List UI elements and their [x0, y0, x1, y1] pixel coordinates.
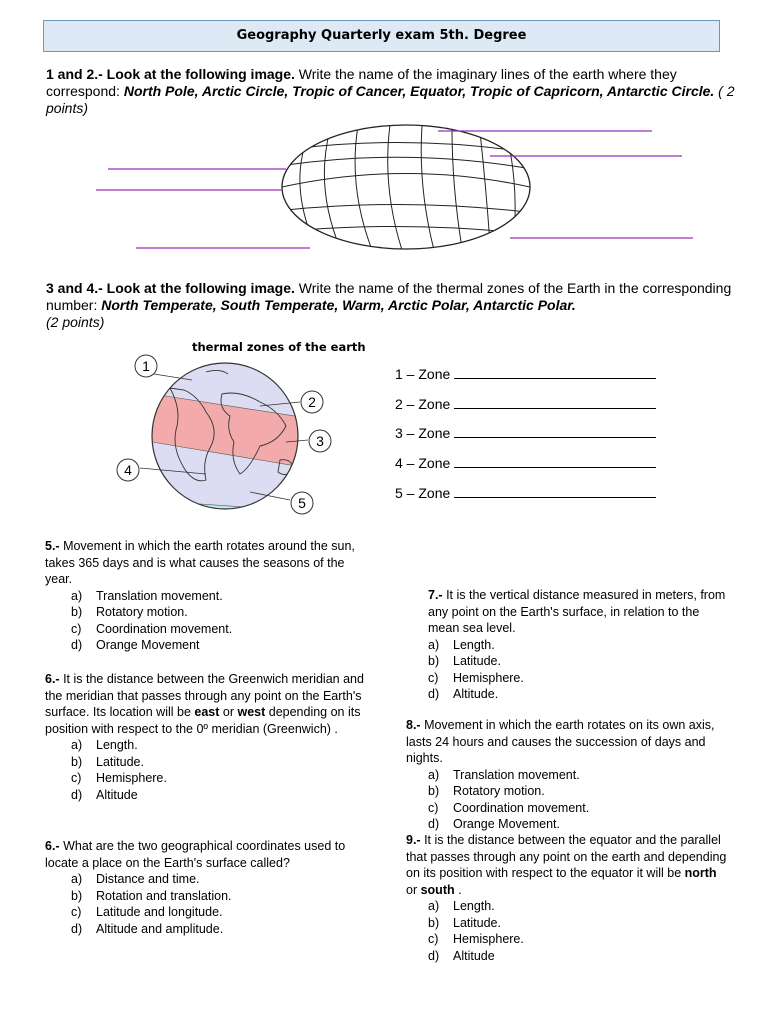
q8-option-d[interactable] [428, 816, 728, 833]
option-letter: d) [428, 817, 440, 831]
option-text: Latitude. [453, 915, 501, 930]
option-text: Rotation and translation. [96, 888, 232, 903]
q5-option-d[interactable] [71, 637, 365, 654]
q6b-option-b[interactable] [71, 888, 367, 905]
question-3-4 [46, 280, 736, 331]
q7-option-a[interactable] [428, 637, 728, 654]
q12-text: Write the name of the imaginary lines of the earth where they correspond: [46, 66, 677, 99]
q6a-west: west [237, 705, 266, 719]
q9-num: 9.- [406, 833, 421, 847]
q8-option-c[interactable] [428, 800, 728, 817]
option-letter: d) [428, 687, 440, 701]
option-letter: b) [71, 605, 83, 619]
option-letter: b) [71, 888, 83, 903]
zone-label: 4 – Zone [395, 455, 451, 471]
q12-items: North Pole, Arctic Circle, Tropic of Cancer, Equator, Tropic of Capricorn, Antarctic Circle. [123, 83, 715, 99]
zone-row-1[interactable] [395, 366, 656, 383]
option-letter: a) [71, 588, 83, 603]
option-letter: a) [428, 767, 440, 782]
callout-1: 1 [142, 358, 150, 374]
q5-option-a[interactable] [71, 588, 365, 605]
option-letter: c) [428, 800, 439, 815]
q9-north: north [684, 866, 717, 880]
option-text: Rotatory motion. [96, 605, 188, 619]
option-letter: d) [428, 948, 440, 963]
exam-title: Geography Quarterly exam 5th. Degree [43, 20, 720, 52]
option-text: Translation movement. [96, 588, 223, 603]
option-letter: d) [71, 638, 83, 652]
callout-3: 3 [316, 433, 324, 449]
zone-label: 3 – Zone [395, 425, 451, 441]
option-text: Distance and time. [96, 872, 200, 886]
q5-num: 5.- [45, 539, 60, 553]
option-letter: c) [71, 771, 82, 785]
q6a-text2: depending on its position with respect to the 0º meridian (Greenwich) . [45, 705, 361, 736]
q12-lead: 1 and 2.- Look at the following image. [46, 66, 295, 82]
option-letter: d) [71, 921, 83, 936]
zone-row-3[interactable] [395, 425, 656, 442]
q9-text2: . [454, 882, 462, 897]
option-letter: b) [71, 754, 83, 769]
globe-figure [90, 120, 710, 260]
q34-lead: 3 and 4.- Look at the following image. [46, 280, 295, 296]
option-text: Altitude. [453, 687, 499, 701]
q6a-text1: It is the distance between the Greenwich meridian and the meridian that passes through any point on the Earth's surface. Its location will be [45, 672, 364, 719]
q34-text: Write the name of the thermal zones of the Earth in the corresponding number: [46, 280, 732, 313]
answer-line[interactable] [454, 426, 656, 438]
q5-option-c[interactable] [71, 621, 365, 638]
option-letter: d) [71, 787, 83, 802]
q7-num: 7.- [428, 588, 443, 602]
q6a-east: east [194, 705, 220, 719]
option-letter: a) [428, 637, 440, 652]
option-text: Latitude. [453, 654, 501, 668]
q6a-option-b[interactable] [71, 754, 367, 771]
q6b-text: What are the two geographical coordinates used to locate a place on the Earth's surface called? [45, 839, 346, 870]
q12-points-open: ( [714, 83, 727, 99]
answer-line[interactable] [454, 397, 656, 409]
option-text: Latitude and longitude. [96, 905, 223, 919]
option-text: Coordination movement. [96, 621, 233, 636]
q6a-option-c[interactable] [71, 770, 367, 787]
zone-label: 2 – Zone [395, 396, 451, 412]
q34-items: North Temperate, South Temperate, Warm, Arctic Polar, Antarctic Polar. [101, 297, 576, 313]
question-9 [406, 832, 728, 964]
zone-row-5[interactable] [395, 485, 656, 502]
q12-points: 2 points) [46, 83, 735, 116]
option-text: Length. [96, 738, 138, 752]
option-text: Hemisphere. [453, 670, 524, 685]
q34-points: (2 points) [46, 314, 105, 330]
option-letter: b) [428, 784, 440, 798]
zone-row-2[interactable] [395, 396, 656, 413]
option-letter: c) [428, 932, 439, 946]
q6b-num: 6.- [45, 839, 60, 853]
option-text: Hemisphere. [453, 932, 524, 946]
option-letter: c) [71, 621, 82, 636]
q5-text: Movement in which the earth rotates around the sun, takes 365 days and is what causes the seasons of the year. [45, 539, 355, 586]
zone-row-4[interactable] [395, 455, 656, 472]
zone-label: 5 – Zone [395, 485, 451, 501]
callout-4: 4 [124, 462, 132, 478]
option-text: Translation movement. [453, 767, 580, 782]
q6b-option-d[interactable] [71, 921, 367, 938]
q9-text1: It is the distance between the equator and the parallel that passes through any point on the earth and depending on its position with respect to the equator it will be [406, 833, 727, 880]
option-letter: b) [428, 654, 440, 668]
answer-line[interactable] [454, 456, 656, 468]
option-text: Altitude and amplitude. [96, 921, 224, 936]
option-text: Coordination movement. [453, 800, 590, 815]
question-7 [428, 587, 728, 703]
q8-text: Movement in which the earth rotates on its own axis, lasts 24 hours and causes the succession of days and nights. [406, 718, 715, 765]
answer-line[interactable] [454, 367, 656, 379]
q7-option-d[interactable] [428, 686, 728, 703]
q7-option-b[interactable] [428, 653, 728, 670]
q6a-or: or [219, 705, 238, 719]
option-text: Latitude. [96, 754, 144, 769]
question-6-coordinates [45, 838, 367, 937]
question-1-2 [46, 66, 736, 117]
option-letter: a) [71, 738, 83, 752]
option-text: Altitude [453, 948, 495, 963]
thermal-zones-title: thermal zones of the earth [192, 340, 366, 354]
q9-option-a[interactable] [428, 898, 728, 915]
answer-line[interactable] [454, 486, 656, 498]
q8-option-a[interactable] [428, 767, 728, 784]
question-6-longitude [45, 671, 367, 803]
option-text: Altitude [96, 787, 138, 802]
q9-option-c[interactable] [428, 931, 728, 948]
q6b-option-c[interactable] [71, 904, 367, 921]
option-text: Length. [453, 637, 495, 652]
option-text: Length. [453, 899, 495, 913]
thermal-zones-figure [110, 350, 340, 520]
option-letter: c) [428, 670, 439, 685]
q8-option-b[interactable] [428, 783, 728, 800]
q6b-option-a[interactable] [71, 871, 367, 888]
callout-5: 5 [298, 495, 306, 511]
q5-option-b[interactable] [71, 604, 365, 621]
option-letter: a) [71, 872, 83, 886]
q9-option-b[interactable] [428, 915, 728, 932]
q9-south: south [420, 882, 455, 897]
q7-option-c[interactable] [428, 670, 728, 687]
q8-num: 8.- [406, 718, 421, 732]
option-letter: a) [428, 899, 440, 913]
option-text: Orange Movement [96, 638, 200, 652]
q6a-option-a[interactable] [71, 737, 367, 754]
question-8 [406, 717, 728, 833]
option-text: Rotatory motion. [453, 784, 545, 798]
option-letter: b) [428, 915, 440, 930]
q6a-option-d[interactable] [71, 787, 367, 804]
q9-or: or [406, 882, 421, 897]
option-text: Orange Movement. [453, 817, 560, 831]
q6a-num: 6.- [45, 672, 60, 686]
option-letter: c) [71, 905, 82, 919]
zone-label: 1 – Zone [395, 366, 451, 382]
q9-option-d[interactable] [428, 948, 728, 965]
callout-2: 2 [308, 394, 316, 410]
question-5 [45, 538, 365, 654]
option-text: Hemisphere. [96, 771, 167, 785]
q7-text: It is the vertical distance measured in meters, from any point on the Earth's surface, in relation to the mean sea level. [428, 588, 726, 635]
